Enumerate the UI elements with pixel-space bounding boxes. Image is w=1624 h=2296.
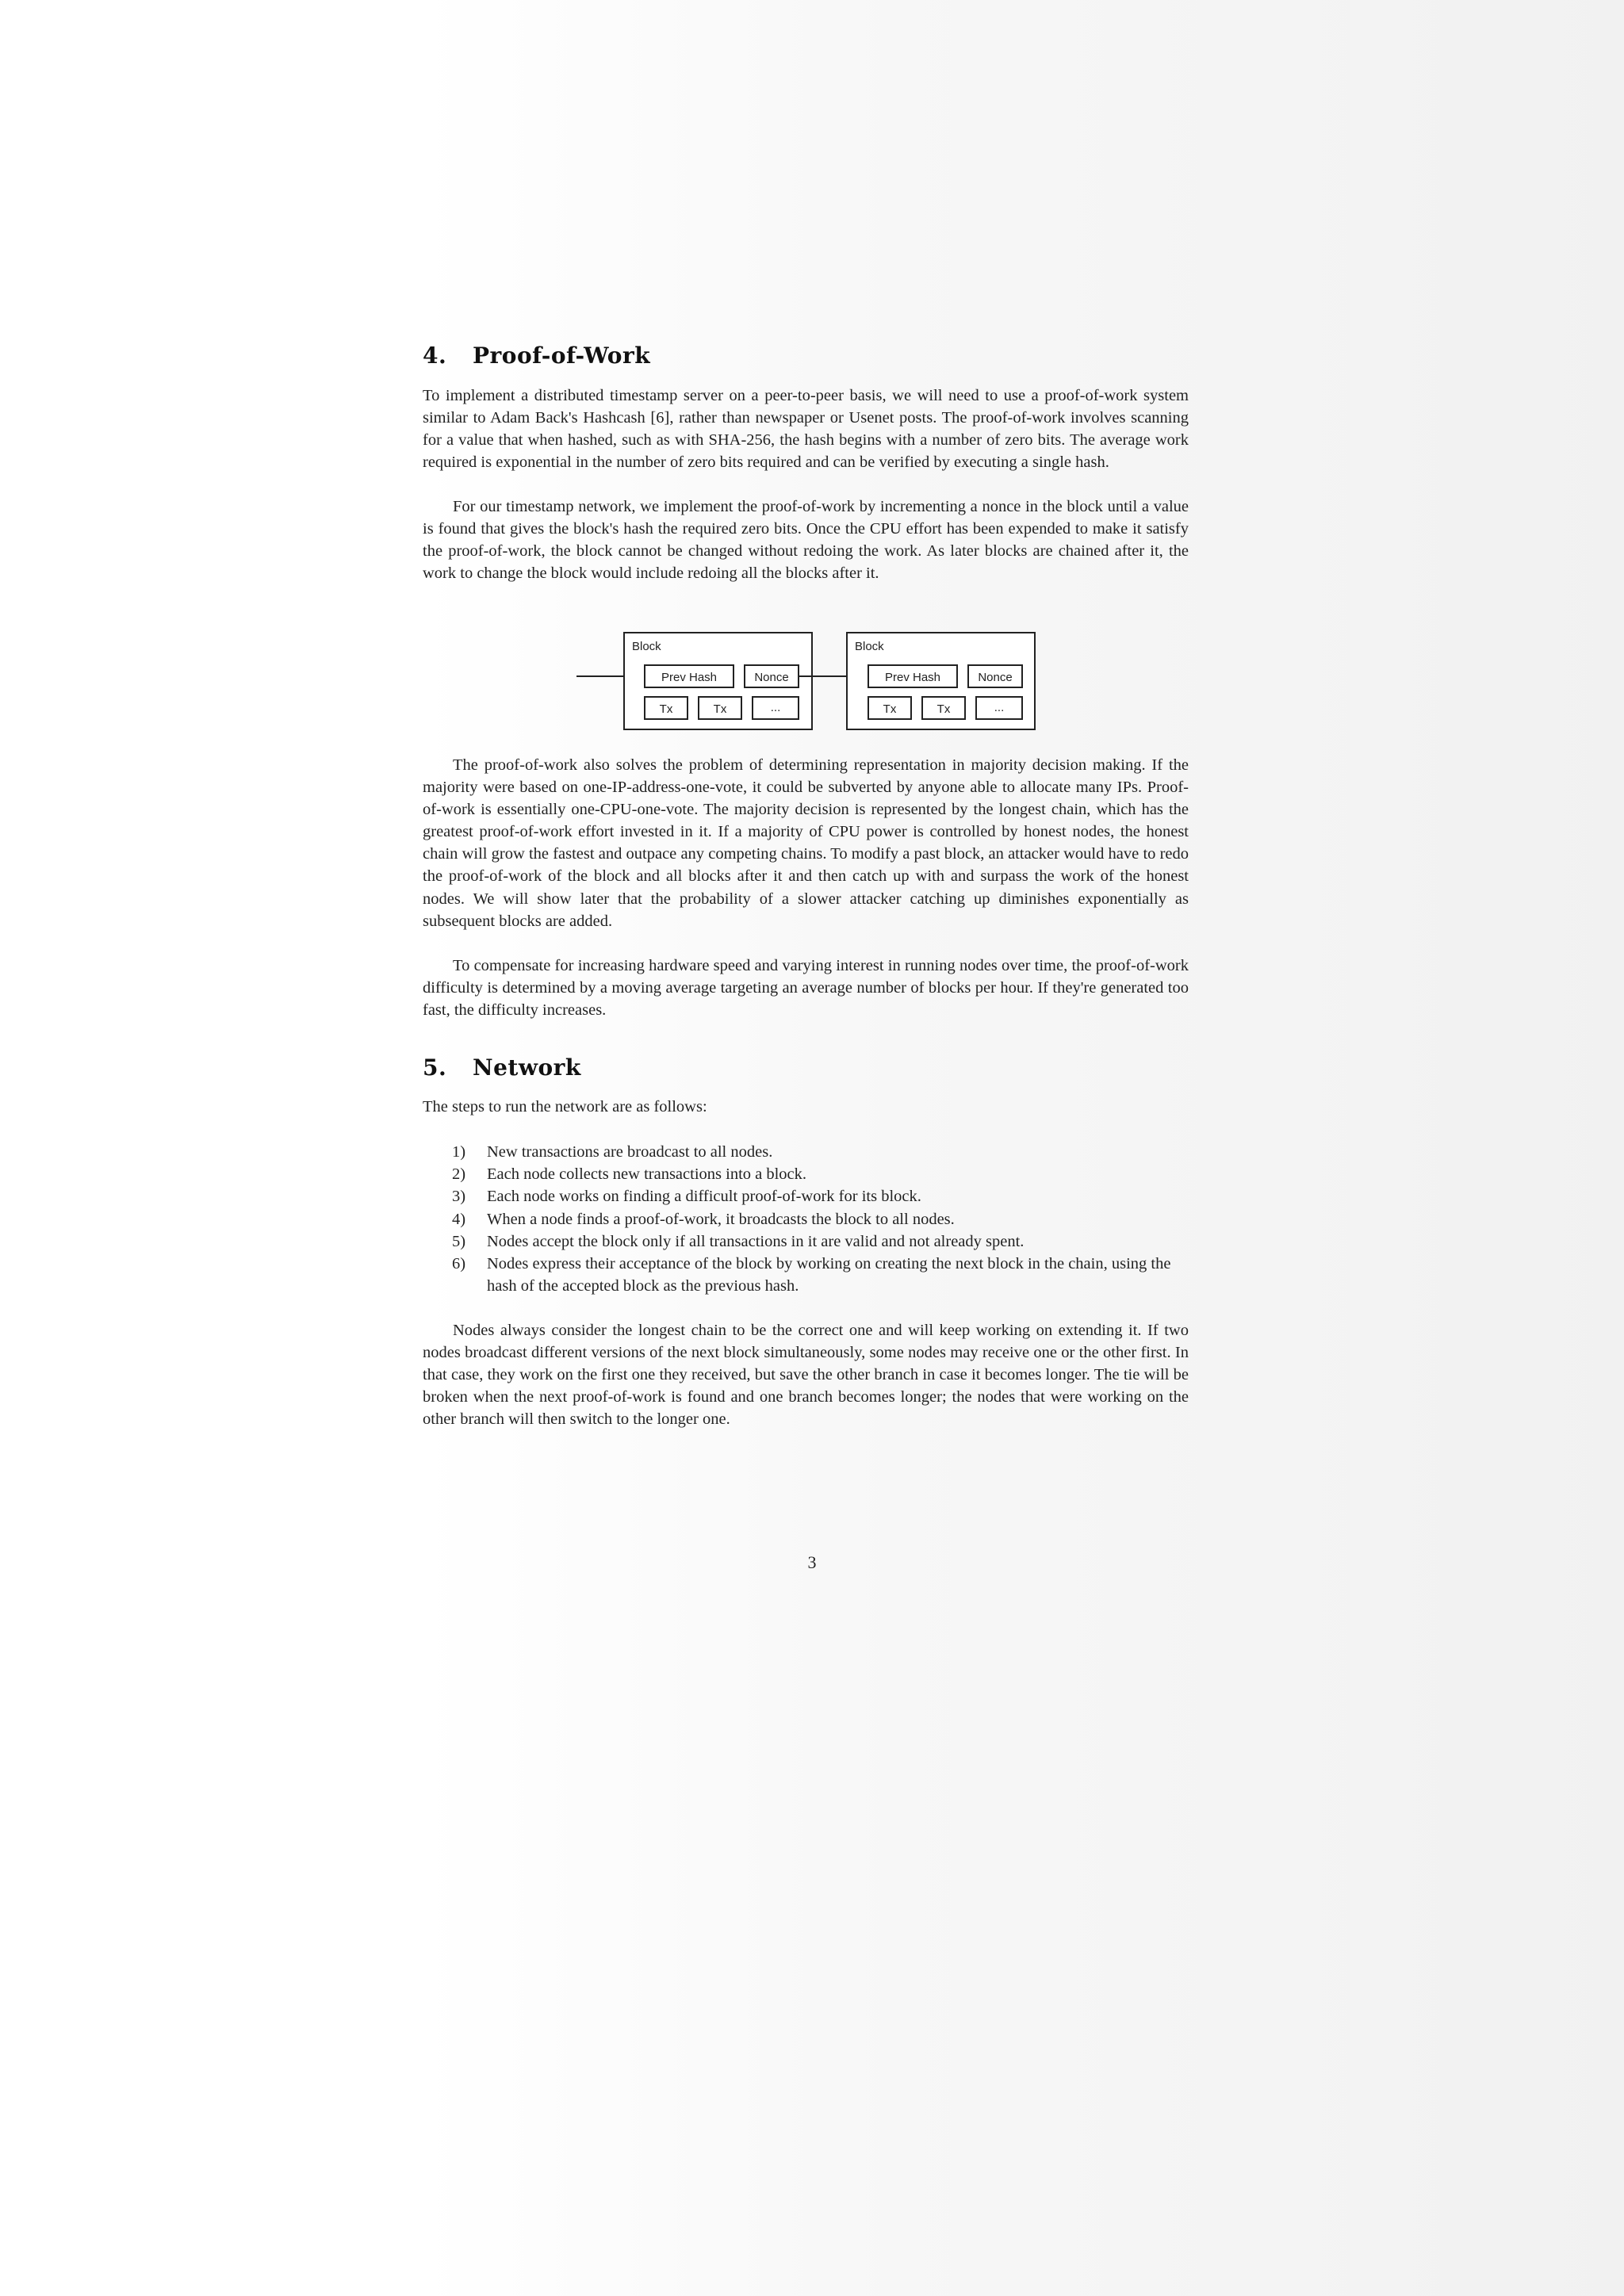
list-item xyxy=(452,1253,1189,1297)
list-item-text: New transactions are broadcast to all nodes. xyxy=(487,1143,773,1161)
block-2-prev-hash: Prev Hash xyxy=(884,671,941,684)
block-2 xyxy=(847,633,1035,729)
section-5-number: 5. xyxy=(423,1054,447,1081)
block-1-tx-1: Tx xyxy=(659,702,673,716)
block-1 xyxy=(624,633,812,729)
list-item xyxy=(452,1230,1189,1253)
list-item xyxy=(452,1141,1189,1163)
block-1-label: Block xyxy=(632,640,661,653)
list-item xyxy=(452,1185,1189,1207)
list-item-text: When a node finds a proof-of-work, it broadcasts the block to all nodes. xyxy=(487,1210,955,1228)
network-steps-list xyxy=(452,1141,1189,1297)
block-1-tx-3: ... xyxy=(770,701,781,714)
list-marker: 2) xyxy=(452,1165,466,1184)
list-item-text: Each node collects new transactions into a block. xyxy=(487,1165,807,1184)
list-marker: 1) xyxy=(452,1143,466,1161)
block-1-tx-2: Tx xyxy=(713,702,727,716)
section-4-heading xyxy=(423,342,650,369)
block-2-label: Block xyxy=(855,640,884,653)
list-marker: 5) xyxy=(452,1232,466,1250)
block-2-tx-2: Tx xyxy=(936,702,951,716)
list-item xyxy=(452,1163,1189,1185)
section-5-title: Network xyxy=(473,1054,581,1081)
list-marker: 3) xyxy=(452,1188,466,1206)
list-item-text: Nodes express their acceptance of the block by working on creating the next block in the chain, using the hash of the accepted block as the previous hash. xyxy=(487,1255,1171,1295)
block-chain-diagram xyxy=(576,629,1036,733)
block-1-nonce: Nonce xyxy=(754,671,789,684)
block-2-tx-1: Tx xyxy=(883,702,897,716)
page-number: 3 xyxy=(807,1552,817,1572)
list-marker: 4) xyxy=(452,1210,466,1228)
list-item-text: Nodes accept the block only if all transactions in it are valid and not already spent. xyxy=(487,1232,1025,1250)
section-5-intro: The steps to run the network are as follows: xyxy=(423,1098,707,1115)
block-2-tx-3: ... xyxy=(994,701,1005,714)
section-5-heading xyxy=(423,1054,581,1081)
section-4-paragraph-2: For our timestamp network, we implement the proof-of-work by incrementing a nonce in the block until a value is found that gives the block's hash the required zero bits. Once the CPU effort has been expended to make it satisfy the proof-of-work, the block cannot be changed without redoing the work. As later blocks are chained after it, the work to change the block would include redoing all the blocks after it. xyxy=(423,498,1189,583)
block-1-prev-hash: Prev Hash xyxy=(661,671,718,684)
section-4-paragraph-4: To compensate for increasing hardware speed and varying interest in running nodes over time, the proof-of-work difficulty is determined by a moving average targeting an average number of blocks per hour. If they're generated too fast, the difficulty increases. xyxy=(423,957,1189,1020)
list-marker: 6) xyxy=(452,1255,466,1273)
block-2-nonce: Nonce xyxy=(978,671,1013,684)
list-item-text: Each node works on finding a difficult proof-of-work for its block. xyxy=(487,1188,921,1206)
section-4-paragraph-1: To implement a distributed timestamp server on a peer-to-peer basis, we will need to use a proof-of-work system similar to Adam Back's Hashcash [6], rather than newspaper or Usenet posts. The proof-of-work involves scanning for a value that when hashed, such as with SHA-256, the hash begins with a number of zero bits. The average work required is exponential in the number of zero bits required and can be verified by executing a single hash. xyxy=(423,387,1189,472)
section-4-number: 4. xyxy=(423,342,447,369)
section-5-closing-paragraph: Nodes always consider the longest chain to be the correct one and will keep working on extending it. If two nodes broadcast different versions of the next block simultaneously, some nodes may receive one or the other first. In that case, they work on the first one they received, but save the other branch in case it becomes longer. The tie will be broken when the next proof-of-work is found and one branch becomes longer; the nodes that were working on the other branch will then switch to the longer one. xyxy=(423,1322,1189,1429)
section-4-paragraph-3: The proof-of-work also solves the problem of determining representation in majority decision making. If the majority were based on one-IP-address-one-vote, it could be subverted by anyone able to allocate many IPs. Proof-of-work is essentially one-CPU-one-vote. The majority decision is represented by the longest chain, which has the greatest proof-of-work effort invested in it. If a majority of CPU power is controlled by honest nodes, the honest chain will grow the fastest and outpace any competing chains. To modify a past block, an attacker would have to redo the proof-of-work of the block and all blocks after it and then catch up with and surpass the work of the honest nodes. We will show later that the probability of a slower attacker catching up diminishes exponentially as subsequent blocks are added. xyxy=(423,756,1189,930)
list-item xyxy=(452,1208,1189,1230)
section-4-title: Proof-of-Work xyxy=(473,342,651,369)
